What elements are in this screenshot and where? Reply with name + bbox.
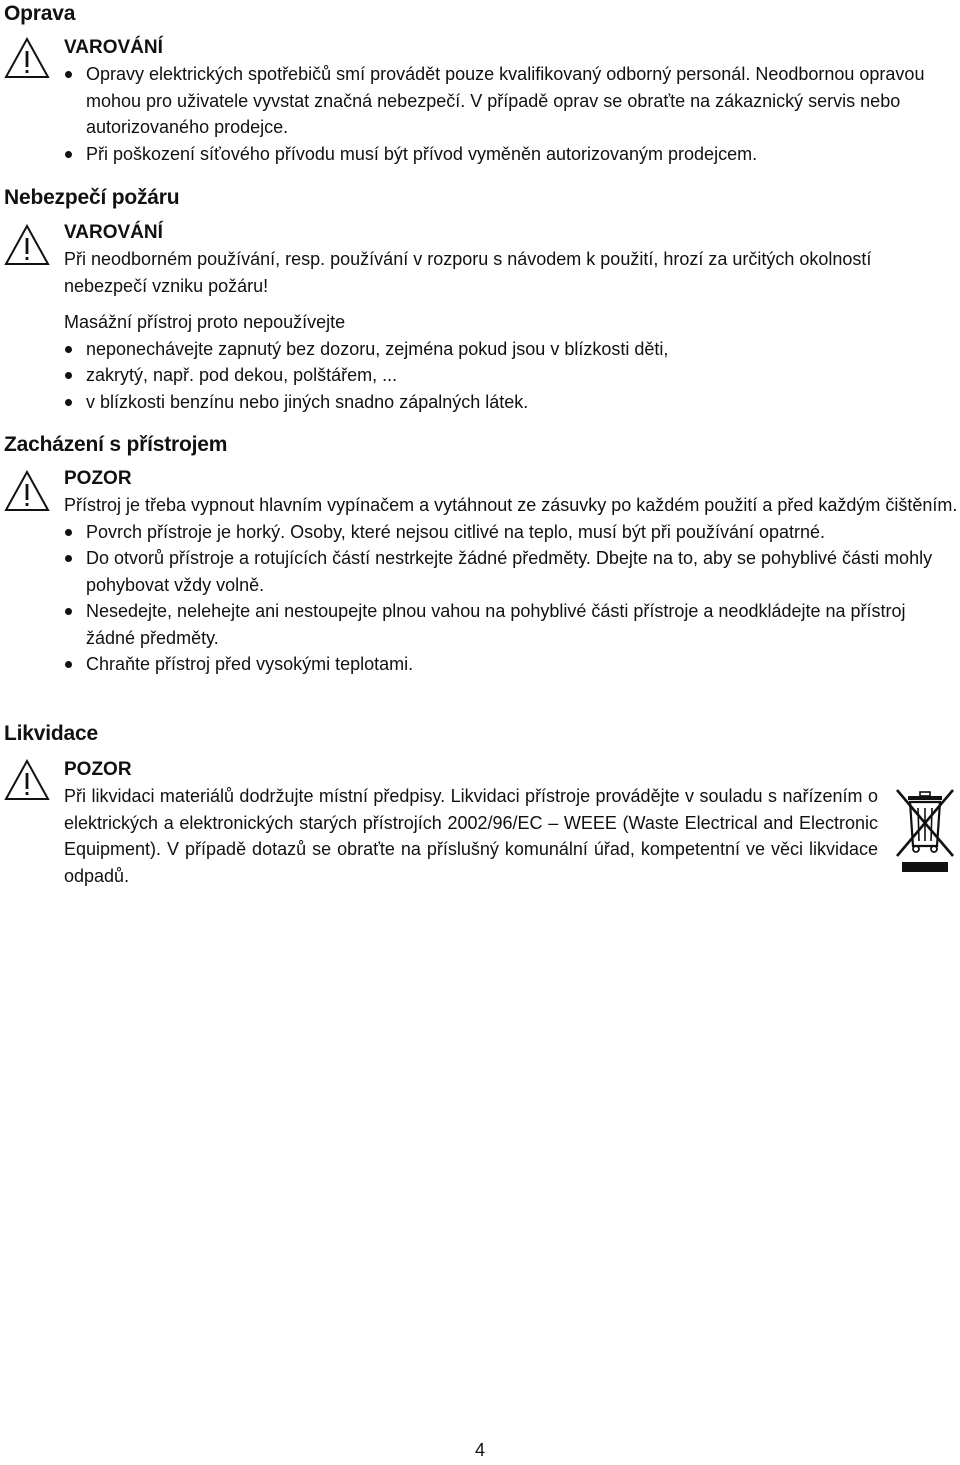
list-item: zakrytý, např. pod dekou, polštářem, ... [64, 362, 958, 389]
list-item: Povrch přístroje je horký. Osoby, které nejsou citlivé na teplo, musí být při používání opatrné. [64, 519, 958, 546]
page-number: 4 [474, 1440, 485, 1460]
likvidace-text: Při likvidaci materiálů dodržujte místní předpisy. Likvidaci přístroje provádějte v souladu s nařízením o elektrických a elektronických starých přístrojích 2002/96/EC – WEEE (Waste Electrical and Electronic Equipment). V případě dotazů se obraťte na příslušný komunální úřad, kompetentní ve věci likvidace odpadů. [64, 786, 878, 886]
weee-crossed-bin-icon [894, 786, 956, 874]
heading-likvidace: Likvidace [4, 722, 98, 745]
warning-label: VAROVÁNÍ [64, 37, 163, 58]
heading-nebezpeci-pozaru: Nebezpečí požáru [4, 186, 180, 209]
list-item: neponechávejte zapnutý bez dozoru, zejména pokud jsou v blízkosti děti, [64, 336, 958, 363]
pozar-intro: Masážní přístroj proto nepoužívejte [64, 312, 346, 332]
warning-triangle-icon [4, 224, 50, 266]
list-item: Opravy elektrických spotřebičů smí provádět pouze kvalifikovaný odborný personál. Neodbornou opravou mohou pro uživatele vyvstat značná nebezpečí. V případě oprav se obraťte na zákaznický servis nebo autorizovaného prodejce. [64, 61, 958, 141]
list-item: Chraňte přístroj před vysokými teplotami. [64, 651, 958, 678]
caution-label: POZOR [64, 759, 132, 780]
list-item: v blízkosti benzínu nebo jiných snadno zápalných látek. [64, 389, 958, 416]
pozar-list [64, 336, 958, 416]
section-pozar-body [64, 220, 958, 415]
section-likvidace-body [64, 757, 878, 889]
list-item: Nesedejte, nelehejte ani nestoupejte plnou vahou na pohyblivé části přístroje a neodkládejte na přístroj žádné předměty. [64, 598, 958, 651]
section-oprava-body [64, 35, 958, 167]
warning-label: VAROVÁNÍ [64, 222, 163, 243]
zachazeni-text: Přístroj je třeba vypnout hlavním vypínačem a vytáhnout ze zásuvky po každém použití a před každým čištěním. [64, 495, 958, 515]
zachazeni-list [64, 519, 958, 678]
heading-oprava: Oprava [4, 2, 76, 25]
caution-label: POZOR [64, 468, 132, 489]
heading-zachazeni: Zacházení s přístrojem [4, 433, 228, 456]
list-item: Při poškození síťového přívodu musí být přívod vyměněn autorizovaným prodejcem. [64, 141, 958, 168]
pozar-text: Při neodborném používání, resp. používání v rozporu s návodem k použití, hrozí za určitých okolností nebezpečí vzniku požáru! [64, 249, 872, 296]
section-zachazeni-body [64, 466, 958, 678]
list-item: Do otvorů přístroje a rotujících částí nestrkejte žádné předměty. Dbejte na to, aby se pohyblivé části mohly pohybovat vždy volně. [64, 545, 958, 598]
oprava-list [64, 61, 958, 167]
warning-triangle-icon [4, 470, 50, 512]
warning-triangle-icon [4, 759, 50, 801]
warning-triangle-icon [4, 37, 50, 79]
